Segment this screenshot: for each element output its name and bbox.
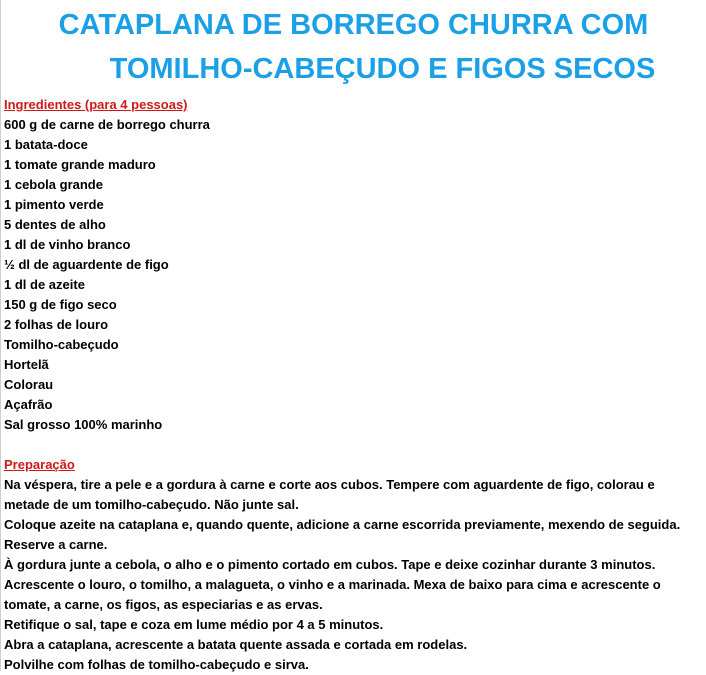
preparation-step: Na véspera, tire a pele e a gordura à carne e corte aos cubos. Tempere com aguardente de figo, colorau e metade de um tomilho-cabeçudo. Não junte sal.	[4, 477, 655, 512]
ingredient-item: ½ dl de aguardente de figo	[4, 257, 169, 272]
ingredient-item: 2 folhas de louro	[4, 317, 109, 332]
preparation-section	[1, 455, 706, 675]
preparation-step: À gordura junte a cebola, o alho e o pimento cortado em cubos. Tape e deixe cozinhar durante 3 minutos.	[4, 557, 656, 572]
ingredients-section	[1, 95, 706, 435]
ingredient-item: 5 dentes de alho	[4, 217, 106, 232]
ingredient-item: 1 cebola grande	[4, 177, 103, 192]
preparation-step: Abra a cataplana, acrescente a batata quente assada e cortada em rodelas.	[4, 637, 468, 652]
ingredient-item: 1 dl de azeite	[4, 277, 85, 292]
title-line-1: CATAPLANA DE BORREGO CHURRA COM	[58, 9, 649, 41]
ingredients-heading: Ingredientes (para 4 pessoas)	[4, 97, 188, 112]
ingredient-item: 1 pimento verde	[4, 197, 104, 212]
preparation-step: Polvilhe com folhas de tomilho-cabeçudo e sirva.	[4, 657, 309, 672]
section-spacer	[1, 435, 706, 455]
ingredient-item: Sal grosso 100% marinho	[4, 417, 163, 432]
ingredient-item: Hortelã	[4, 357, 49, 372]
ingredient-item: 1 dl de vinho branco	[4, 237, 131, 252]
ingredient-item: 1 batata-doce	[4, 137, 88, 152]
ingredient-item: Colorau	[4, 377, 54, 392]
ingredient-item: Tomilho-cabeçudo	[4, 337, 119, 352]
title-line-2: TOMILHO-CABEÇUDO E FIGOS SECOS	[109, 53, 656, 85]
ingredient-item: 1 tomate grande maduro	[4, 157, 156, 172]
recipe-title	[1, 3, 706, 91]
preparation-step: Coloque azeite na cataplana e, quando quente, adicione a carne escorrida previamente, mexendo de seguida. Reserve a carne.	[4, 517, 681, 552]
preparation-heading: Preparação	[4, 457, 75, 472]
preparation-step: Retifique o sal, tape e coza em lume médio por 4 a 5 minutos.	[4, 617, 384, 632]
preparation-step: Acrescente o louro, o tomilho, a malagueta, o vinho e a marinada. Mexa de baixo para cima e acrescente o tomate, a carne, os figos, as especiarias e as ervas.	[4, 577, 661, 612]
ingredient-item: Açafrão	[4, 397, 53, 412]
ingredient-item: 150 g de figo seco	[4, 297, 117, 312]
ingredient-item: 600 g de carne de borrego churra	[4, 117, 210, 132]
